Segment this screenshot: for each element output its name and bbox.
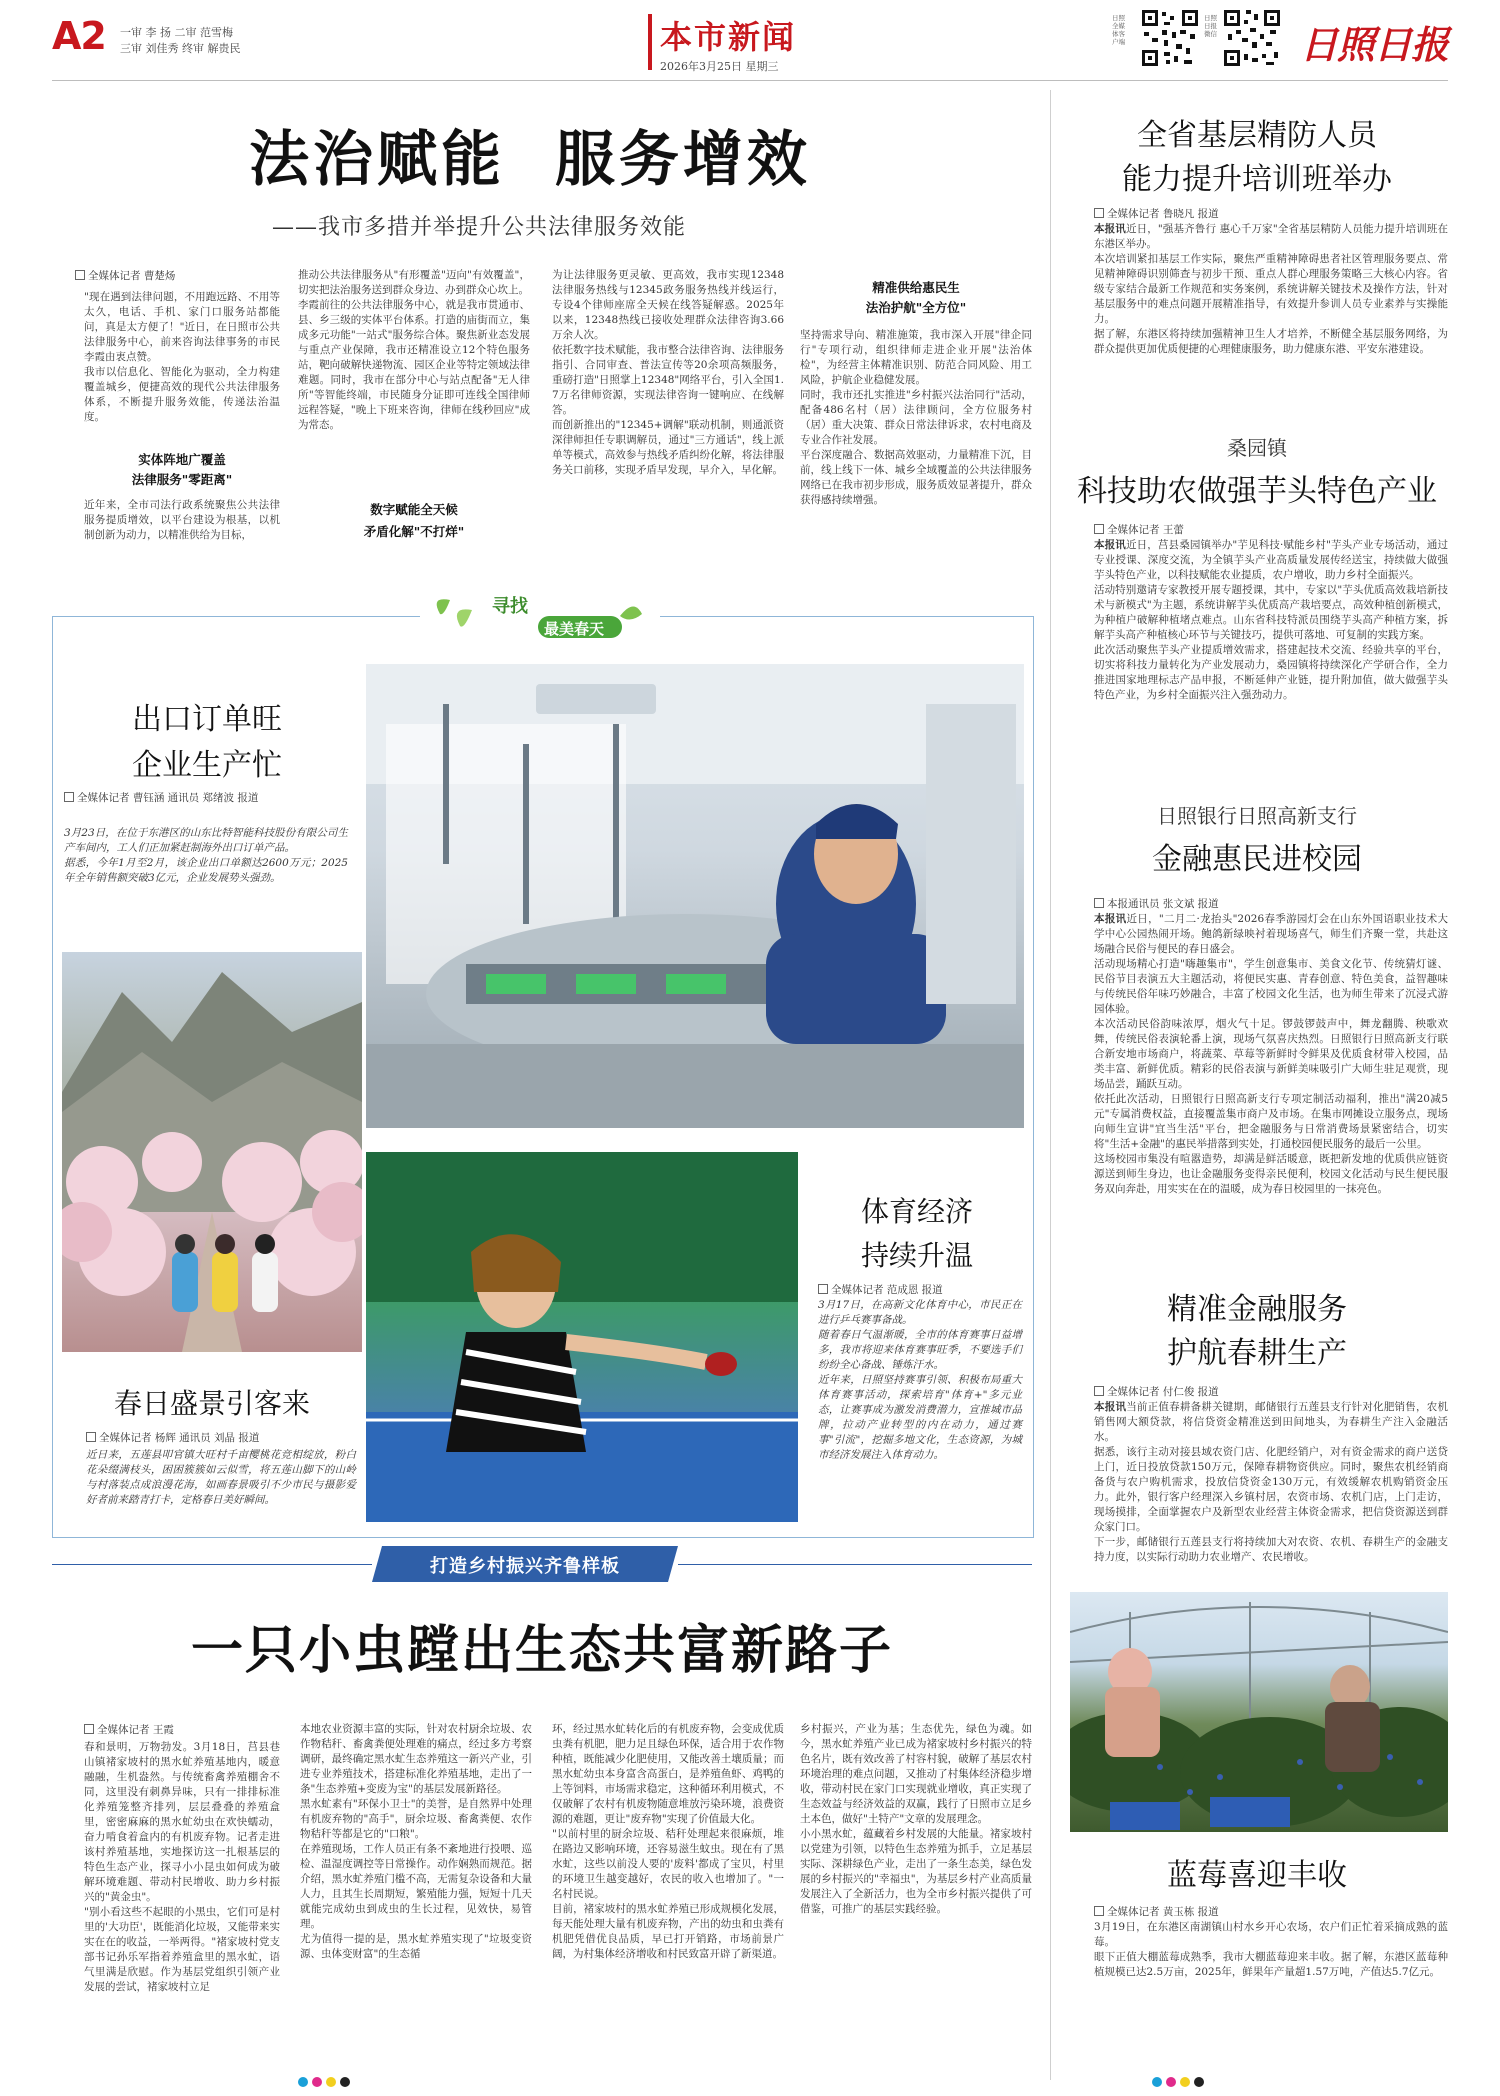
bank-text	[1094, 912, 1448, 1197]
export-title-line2: 企业生产忙	[132, 748, 282, 783]
issue-date: 2026年3月25日 星期三	[660, 60, 779, 73]
eco-col3-text: 环，经过黑水虻转化后的有机废弃物，会变成优质虫粪有机肥，肥力足且绿色环保，适合用于农作物种植，既能减少化肥使用，又能改善土壤质量；而黑水虻幼虫本身富含高蛋白，是养殖鱼虾、鸡鸭的上等饲料，市场需求稳定，这种循环利用模式，不仅破解了农村有机废物随意堆放污染环境，浪费资源的难题，更让"废弃物"实现了价值最大化。 "以前村里的厨余垃圾、秸秆处理起来很麻烦，堆在路边又影响环境，还容易滋生蚊虫。现在有了黑水虻，这些以前没人要的'废料'都成了宝贝，村里的环境卫生越变越好，农民的收入也增加了。"一名村民说。 目前，褚家坡村的黑水虻养殖已形成规模化发展，每天能处理大量有机废弃物，产出的幼虫和虫粪有机肥凭借优良品质，早已打开销路，市场前景广阔，为村集体经济增收和村民致富开辟了新渠道。	[552, 1723, 784, 1960]
training-title-line1: 全省基层精防人员	[1137, 118, 1377, 153]
eco-banner-rule-right	[678, 1564, 1032, 1565]
bank-title: 金融惠民进校园	[1152, 842, 1362, 877]
taro-byline: 全媒体记者 王蕾	[1094, 522, 1184, 537]
taro-body: 近日，莒县桑园镇举办"芋见科技·赋能乡村"芋头产业专场活动，通过专业授课、深度交流，为全镇芋头产业高质量发展传经送宝，持续做大做强芋头特色产业，以科技赋能农业提质，农户增收，助力乡村全面振兴。 活动特别邀请专家教授开展专题授课，其中，专家以"芋头优质高效栽培新技术与新模式"为主题，系统讲解芋头优质高产栽培要点，高效种植创新模式，为种植户破解种植堵点难点。山东省科技特派员围绕芋头高产种植方案，拆解芋头高产种植核心环节与关键技巧，提供可落地、可复制的实践方案。 此次活动聚焦芋头产业提质增效需求，搭建起技术交流、经验共享的平台，切实将科技力量转化为产业发展动力，桑园镇将持续深化产学研合作，全力推进国家地理标志产品申报，不断延伸产业链，提升附加值，做大做强芋头特色产业，为乡村全面振兴注入强劲动力。	[1094, 539, 1449, 701]
qr-code-1	[1140, 8, 1200, 68]
lead-col1-subhead1: 实体阵地广覆盖	[138, 452, 226, 467]
color-dot-black	[1194, 2077, 1204, 2087]
kicker-bank: 日照银行日照高新支行	[1157, 804, 1357, 828]
eco-banner-text: 打造乡村振兴齐鲁样板	[430, 1556, 620, 1577]
farm-body: 当前正值春耕备耕关键期，邮储银行五莲县支行针对化肥销售，农机销售网大额贷款，将信贷资金精准送到田间地头，为春耕生产注入金融活水。 据悉，该行主动对接县域农资门店、化肥经销户，对有资金需求的商户送贷上门，近日投放贷款150万元，保障春耕物资供应。同时，聚焦农机经销商备货与农户购机需求，投放信贷资金130万元，有效缓解农机购销资金压力。此外，银行客户经理深入乡镇村居，农资市场、农机门店，上门走访，现场摸排，全面掌握农户及新型农业经营主体资金需求，把信贷资源送到群众家门口。 下一步，邮储银行五莲县支行将持续加大对农资、农机、春耕生产的金融支持力度，以实际行动助力农业增产、农民增收。	[1094, 1401, 1448, 1563]
color-dot-black	[340, 2077, 350, 2087]
blueberry-byline: 全媒体记者 黄玉栋 报道	[1094, 1904, 1219, 1919]
qr-label-2: 日照日报微信	[1204, 14, 1217, 38]
training-text	[1094, 222, 1448, 357]
lead-col4-text: 坚持需求导向、精准施策，我市深入开展"律企同行"专项行动，组织律师走进企业开展"法治体检"，为经营主体精准识别、防范合同风险、用工风险，护航企业稳健发展。 同时，我市还扎实推进"乡村振兴法治同行"活动，配备486名村（居）法律顾问，全方位服务村（居）重大决策、群众日常法律诉求，农村电商及专业合作社发展。 平台深度融合、数据高效驱动，力量精准下沉，目前，线上线下一体、城乡全域覆盖的公共法律服务网络已在我市初步形成，服务质效显著提升，群众获得感持续增强。	[800, 329, 1032, 506]
color-dot-yellow	[1180, 2077, 1190, 2087]
farm-title-line1: 精准金融服务	[1167, 1292, 1347, 1327]
blossom-title: 春日盛景引客来	[113, 1387, 310, 1420]
color-dot-magenta	[1166, 2077, 1176, 2087]
lead-col2-subhead2: 矛盾化解"不打烊"	[363, 524, 465, 539]
page-number: A2	[52, 14, 106, 58]
bank-byline: 本报通讯员 张文斌 报道	[1094, 896, 1219, 911]
export-title-line1: 出口订单旺	[132, 702, 282, 737]
section-title: 本市新闻	[660, 18, 797, 56]
export-text: 3月23日，在位于东港区的山东比特智能科技股份有限公司生产车间内，工人们正加紧赶制海外出口订单产品。 据悉，今年1月至2月，该企业出口单额达2600万元；2025年全年销售额突破3亿元，企业发展势头强劲。	[64, 827, 348, 884]
eco-col2-text: 本地农业资源丰富的实际，针对农村厨余垃圾、农作物秸秆、畜禽粪便处理难的痛点，经过多方考察调研，最终确定黑水虻生态养殖这一新兴产业，引进专业养殖技术，搭建标准化养殖基地，走出了一条"生态养殖+变废为宝"的基层发展新路径。 黑水虻素有"环保小卫士"的美誉，是自然界中处理有机废弃物的"高手"，厨余垃圾、畜禽粪便、农作物秸秆等都是它的"口粮"。 在养殖现场，工作人员正有条不紊地进行投喂、巡检、温湿度调控等日常操作。动作娴熟而规范。据介绍，黑水虻养殖门槛不高，无需复杂设备和大量人力，且其生长周期短，繁殖能力强，短短十几天就能完成幼虫到成虫的生长过程，见效快，易管理。 尤为值得一提的是，黑水虻养殖实现了"垃圾变资源、虫体变财富"的生态循	[300, 1723, 532, 1960]
training-lead-tag: 本报讯	[1094, 223, 1126, 235]
export-byline: 全媒体记者 曹钰涵 通讯员 郑绪波 报道	[64, 790, 348, 806]
training-byline: 全媒体记者 鲁晓凡 报道	[1094, 206, 1219, 221]
eco-banner-rule	[52, 1564, 372, 1565]
bank-body: 近日，"二月二·龙抬头"2026春季游园灯会在山东外国语职业技术大学中心公园热闹开场。鲍鸽新绿映衬着现场喜气，师生们齐聚一堂，共赴这场融合民俗与便民的春日盛会。 活动现场精心打造"嗨趣集市"，学生创意集市、美食文化节、传统猜灯谜、民俗节目表演五大主题活动，将便民实惠、青春创意、特色美食，益智趣味与传统民俗年味巧妙融合，丰富了校园文化生活，也为师生带来了沉浸式游园体验。 本次活动民俗韵味浓厚，烟火气十足。锣鼓锣鼓声中，舞龙翻腾、秧歌欢舞，传统民俗表演轮番上演，现场气氛喜庆热烈。日照银行日照高新支行联合新安地市场商户，将蔬菜、草莓等新鲜时令鲜果及优质食材带入校园，品类丰富、新鲜优质。精彩的民俗表演与新鲜美味吸引广大师生驻足观赏，现场品尝，踊跃互动。 依托此次活动，日照银行日照高新支行专项定制活动福利，推出"满20减5元"专属消费权益，直接覆盖集市商户及市场。在集市网摊设立服务点，现场向师生宣讲"宜当生活"平台，把金融服务与日常消费场景紧密结合，切实将"生活+金融"的惠民举措落到实处，打通校园便民服务的最后一公里。 这场校园市集没有喧嚣造势，却满是鲜活暖意，既把新发地的优质供应链资源送到师生身边，也让金融服务变得亲民便利，校园文化活动与民生便民服务双向奔赴，用实实在在的温暖，成为春日校园里的一抹亮色。	[1094, 913, 1449, 1195]
taro-text	[1094, 538, 1448, 703]
lead-byline: 全媒体记者 曹楚炀	[75, 268, 175, 283]
sports-title-line2: 持续升温	[860, 1239, 973, 1272]
taro-title: 科技助农做强芋头特色产业	[1077, 474, 1437, 509]
lead-col1-text: "现在遇到法律问题，不用跑远路、不用等太久，电话、手机、家门口服务站都能问，真是太方便了！"近日，在日照市公共法律服务中心，前来咨询法律事务的市民李霞由衷点赞。 我市以信息化、智能化为驱动，全力构建覆盖城乡，便捷高效的现代公共法律服务体系，不断提升服务效能，传递法治温度。	[84, 291, 280, 423]
lead-col1b-text: 近年来，全市司法行政系统聚焦公共法律服务提质增效，以平台建设为根基，以机制创新为动力，以精准供给为目标，	[84, 499, 280, 541]
kicker-sangyuan: 桑园镇	[1227, 436, 1287, 460]
sports-title-line1: 体育经济	[860, 1195, 973, 1228]
qr-label-1: 日照全媒体客户端	[1112, 14, 1125, 46]
spring-banner-line2: 最美春天	[544, 620, 605, 638]
blueberry-text: 3月19日，在东港区南湖镇山村水乡开心农场，农户们正忙着采摘成熟的蓝莓。 眼下正值大棚蓝莓成熟季，我市大棚蓝莓迎来丰收。据了解，东港区蓝莓种植规模已达2.5万亩，2025年，鲜果年产量超1.57万吨，产值达5.7亿元。	[1094, 1921, 1448, 1978]
editors-line-2: 三审 刘佳秀 终审 解贵民	[120, 42, 241, 55]
eco-banner	[372, 1546, 678, 1582]
eco-col1-text: 春和景明，万物勃发。3月18日，莒县巷山镇褚家坡村的黑水虻养殖基地内，暖意融融，生机盎然。与传统畜禽养殖棚舍不同，这里没有刺鼻异味，只有一排排标准化养殖笼整齐排列，层层叠叠的养殖盒里，密密麻麻的黑水虻幼虫在欢快蠕动，奋力啃食着盒内的有机废弃物。记者走进该村养殖基地，实地探访这一扎根基层的特色生态产业，探寻小小昆虫如何成为破解环境难题、带动村民增收、助力乡村振兴的"黄金虫"。 "别小看这些不起眼的小黑虫，它们可是村里的'大功臣'，既能消化垃圾，又能带来实实在在的收益，一举两得。"褚家坡村党支部书记孙乐军指着养殖盒里的黑水虻，语气里满是欣慰。作为基层党组织引领产业发展的尝试，褚家坡村立足	[84, 1741, 280, 1993]
color-dot-yellow	[326, 2077, 336, 2087]
sports-text: 3月17日，在高新文化体育中心，市民正在进行乒乓赛事备战。 随着春日气温渐暖，全市的体育赛事日益增多，我市将迎来体育赛事旺季，不要选手们纷纷全心备战、锤炼汗水。 近年来，日照坚持赛事引领、积极布局重大体育赛事活动，探索培育"体育+"多元业态，让赛事成为激发消费潜力，宣推城市品牌，拉动产业转型的内在动力，通过赛事"引流"，挖掘多地文化，生态资源，为城市经济发展注入体育动力。	[818, 1299, 1022, 1461]
header-rule	[52, 80, 1448, 81]
bank-lead-tag: 本报讯	[1094, 913, 1127, 925]
color-dot-magenta	[312, 2077, 322, 2087]
column-divider	[1050, 90, 1051, 2080]
eco-col4-text: 乡村振兴，产业为基；生态优先，绿色为魂。如今，黑水虻养殖产业已成为褚家坡村乡村振兴的特色名片，既有效改善了村容村貌，破解了基层农村环境治理的难点问题，又推动了村集体经济稳步增收，带动村民在家门口实现就业增收，真正实现了生态效益与经济效益的双赢，践行了日照市立足乡土本色，做好"土特产"文章的发展理念。 小小黑水虻，蕴藏着乡村发展的大能量。褚家坡村以党建为引领，以特色生态养殖为抓手，立足基层实际、深耕绿色产业，走出了一条生态美，绿色发展的乡村振兴的"幸福虫"，为基层乡村产业高质量发展注入了全新活力，也为全市乡村振兴提供了可借鉴，可推广的基层实践经验。	[800, 1723, 1032, 1915]
lead-col4-subhead1: 精准供给惠民生	[872, 280, 960, 295]
training-body: 近日，"强基齐鲁行 惠心千万家"全省基层精防人员能力提升培训班在东港区举办。 本次培训紧扣基层工作实际，聚焦严重精神障碍患者社区管理服务要点、常见精神障碍识别筛查与初步干预、重点人群心理服务策略三大核心内容。省级专家结合最新工作规范和实务案例，系统讲解关键技术及操作方法，针对基层服务中的难点问题开展精准指导，有效提升参训人员专业素养与实操能力。 据了解，东港区将持续加强精神卫生人才培养，不断健全基层服务网络，为群众提供更加优质便捷的心理健康服务，助力健康东港、平安东港建设。	[1094, 223, 1449, 355]
farm-text	[1094, 1400, 1448, 1565]
farm-lead-tag: 本报讯	[1094, 1401, 1127, 1413]
factory-photo	[366, 664, 1024, 1128]
qr-code-2	[1222, 8, 1282, 68]
blossom-photo	[62, 952, 362, 1352]
lead-headline: 法治赋能 服务增效	[249, 125, 811, 195]
blossom-byline: 全媒体记者 杨辉 通讯员 刘晶 报道	[86, 1430, 356, 1445]
editors-line-1: 一审 李 扬 二审 范雪梅	[120, 26, 233, 39]
spring-banner	[420, 586, 660, 642]
farm-title-line2: 护航春耕生产	[1167, 1336, 1347, 1371]
blueberry-title: 蓝莓喜迎丰收	[1167, 1858, 1347, 1893]
lead-col1-subhead2: 法律服务"零距离"	[131, 472, 233, 487]
lead-col3-text: 为让法律服务更灵敏、更高效，我市实现12348法律服务热线与12345政务服务热线并线运行，专设4个律师座席全天候在线答疑解惑。2025年以来，12348热线已接收处理群众法律咨询3.66万余人次。 依托数字技术赋能，我市整合法律咨询、法律服务指引、合同审查、普法宣传等20余项高频服务，重磅打造"日照掌上12348"网络平台，引入全国1.7万名律师资源，实现法律咨询一键响应、在线解答。 而创新推出的"12345+调解"联动机制，则通派资深律师担任专职调解员，通过"三方通话"，线上派单等模式，高效参与热线矛盾纠纷化解，将法律服务关口前移，实现矛盾早发现，早介入，早化解。	[552, 269, 784, 476]
color-registration-bar	[296, 2072, 352, 2091]
lead-subheadline: ——我市多措并举提升公共法律服务效能	[272, 215, 687, 240]
eco-headline: 一只小虫蹚出生态共富新路子	[190, 1621, 893, 1681]
color-dot-cyan	[298, 2077, 308, 2087]
lead-col2-text: 推动公共法律服务从"有形覆盖"迈向"有效覆盖"，切实把法治服务送到群众身边、办到群众心坎上。 李霞前往的公共法律服务中心，就是我市贯通市、县、乡三级的实体平台体系。打造的庙街而立，集成多元功能"一站式"服务综合体。聚焦新业态发展与重点产业保障，我市还精准设立12个特色服务站，靶向破解快递物流、园区企业等特定领域法律难题。同时，我市在部分中心与站点配备"无人律所"等智能终端，市民随身分证即可连线全国律师远程答疑，"晚上下班来咨询，律师在线秒回应"成为常态。	[298, 269, 530, 431]
eco-byline: 全媒体记者 王霞	[84, 1722, 174, 1737]
spring-banner-line1: 寻找	[492, 596, 528, 617]
table-tennis-photo	[366, 1152, 798, 1522]
section-marker	[648, 14, 652, 70]
lead-col2-subhead1: 数字赋能全天候	[370, 502, 458, 517]
farm-byline: 全媒体记者 付仁俊 报道	[1094, 1384, 1219, 1399]
sports-byline: 全媒体记者 范成恩 报道	[818, 1282, 1022, 1297]
training-title-line2: 能力提升培训班举办	[1122, 162, 1392, 197]
masthead-logo: 日照日报	[1300, 22, 1449, 67]
blossom-text: 近日来，五莲县叩官镇大旺村千亩樱桃花竞相绽放，粉白花朵缀满枝头，困困簇簇如云似雪，将五莲山脚下的山岭与村落装点成浪漫花海，如画春景吸引不少市民与摄影爱好者前来踏青打卡，定格春日美好瞬间。	[86, 1449, 356, 1506]
blueberry-photo	[1070, 1592, 1448, 1832]
taro-lead-tag: 本报讯	[1094, 539, 1126, 551]
lead-col4-subhead2: 法治护航"全方位"	[865, 300, 967, 315]
color-registration-bar-right	[1150, 2072, 1206, 2091]
color-dot-cyan	[1152, 2077, 1162, 2087]
